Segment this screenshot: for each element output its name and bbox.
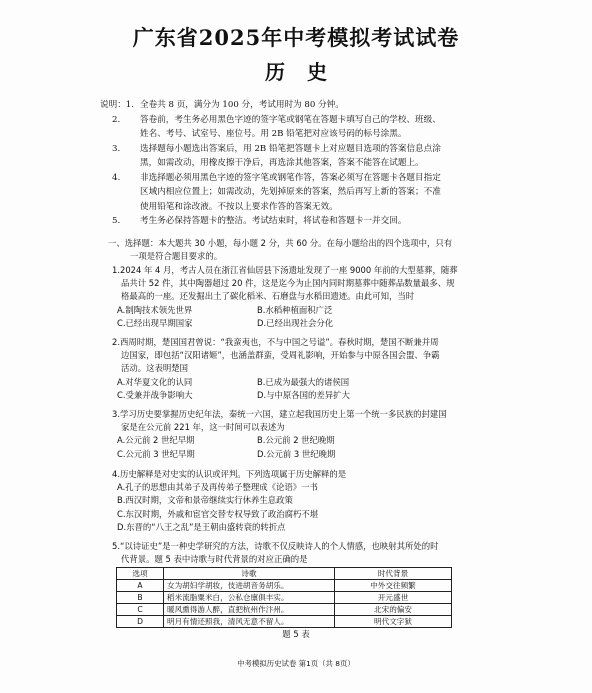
option-d: D.东晋的“八王之乱”是王朝由盛转衰的转折点 <box>117 521 286 532</box>
option-d: D.已经出现社会分化 <box>257 317 334 328</box>
question-text: 活动。这表明楚国 <box>121 363 188 374</box>
question-text: 1.2024 年 4 月，考古人员在浙江省仙居县下汤遗址发现了一座 9000 年前的大型墓葬，随葬 <box>112 265 458 275</box>
table-header: 时代背景 <box>335 568 452 580</box>
question-5 <box>112 540 488 566</box>
option-a: A.公元前 2 世纪早期 <box>117 435 195 446</box>
question-3 <box>112 408 488 461</box>
option-a: A.孔子的思想由其弟子及再传弟子整理成《论语》一书 <box>117 482 318 493</box>
table-cell: 北宋的偏安 <box>335 604 452 616</box>
table-cell: 中外交往频繁 <box>335 580 452 592</box>
question-2 <box>112 336 488 402</box>
table-cell: B <box>117 592 164 604</box>
instruction-number: 2. <box>112 114 121 125</box>
table-header: 诗歌 <box>164 568 335 580</box>
table-row <box>117 592 452 604</box>
question-text: 边国家，即包括“汉阳诸姬”，也涵盖群蛮，受周礼影响，开始参与中原各国会盟、争霸 <box>121 350 440 361</box>
table-header-row <box>117 568 452 580</box>
instruction-item <box>112 113 482 142</box>
instruction-number: 4. <box>112 172 121 183</box>
question-options <box>112 434 488 460</box>
question-5-table <box>116 567 452 628</box>
instruction-text: 考生务必保持答题卡的整洁。考试结束时，将试卷和答题卡一并交回。 <box>140 216 407 226</box>
table-header: 选项 <box>117 568 164 580</box>
instruction-text: 区域内相应位置上；如需改动，先划掉原来的答案，然后再写上新的答案；不准 <box>140 187 441 197</box>
option-c: C.已经出现早期国家 <box>117 317 193 328</box>
section-heading-line: 一、选择题：本大题共 30 小题，每小题 2 分，共 60 分。在每小题给出的四个选项中，只有 <box>108 238 453 248</box>
instruction-text: 非选择题必须用黑色字迹的签字笔或钢笔作答，答案必须写在答题卡各题目指定 <box>140 172 441 183</box>
table-cell: A <box>117 580 164 592</box>
option-a: A.制陶技术领先世界 <box>117 304 193 315</box>
instruction-number: 3. <box>112 143 121 154</box>
instruction-number: 5. <box>112 216 121 226</box>
option-c: C.受兼并战争影响大 <box>117 389 193 400</box>
option-c: C.东汉时期，外戚和宦官交替专权导致了政治腐朽不堪 <box>117 508 319 519</box>
section-heading <box>108 237 488 263</box>
table-caption: 题 5 表 <box>282 629 310 639</box>
question-text: 2.西周时期，楚国国君曾说：“我蛮夷也，不与中国之号谥”。春秋时期，楚国不断兼并周 <box>112 337 439 347</box>
option-b: B.西汉时期，文帝和景帝继续实行休养生息政策 <box>117 495 293 506</box>
instruction-text: 使用铅笔和涂改液。不按以上要求作答的答案无效。 <box>140 201 338 212</box>
page-footer: 中考模拟历史试卷 第1页（共 8页） <box>237 659 355 668</box>
section-heading-line: 一项是符合题目要求的。 <box>130 251 223 261</box>
table-cell: 女为胡妇学胡妆，伎进胡音务胡乐。 <box>164 580 335 592</box>
option-a: A.对华夏文化的认同 <box>117 376 193 387</box>
question-options <box>112 304 488 330</box>
instruction-item <box>100 98 482 113</box>
question-options <box>112 481 488 534</box>
table-cell: 明月有情还照我，清风无意不留人。 <box>164 616 335 628</box>
option-b: B.公元前 2 世纪晚期 <box>257 435 335 446</box>
instruction-text: 全卷共 8 页，满分为 100 分，考试用时为 80 分钟。 <box>140 100 344 110</box>
question-text: 家是在公元前 221 年，这一时间可以表述为 <box>121 422 285 433</box>
instruction-item <box>112 142 482 171</box>
question-text: 5.“以诗证史”是一种史学研究的方法，诗歌不仅反映诗人的个人情感，也映射其所处的时 <box>112 541 439 551</box>
instruction-item <box>112 171 482 215</box>
question-text: 格最高的一座。还发掘出土了碳化稻米、石磨盘与水稻田遗迹。由此可知，当时 <box>121 291 415 302</box>
question-text: 品共计 52 件，其中陶器超过 20 件，这是迄今为止国内同时期墓葬中随葬品数量最多、规 <box>121 278 455 289</box>
table-cell: 明代文字狱 <box>335 616 452 628</box>
question-1 <box>112 264 488 330</box>
table-cell: 开元盛世 <box>335 592 452 604</box>
question-4 <box>112 468 488 534</box>
instruction-text: 答卷前，考生务必用黑色字迹的签字笔或钢笔在答题卡填写自己的学校、班级、 <box>140 114 441 125</box>
table-cell: 暖风熏得游人醉，直把杭州作汴州。 <box>164 604 335 616</box>
table-cell: C <box>117 604 164 616</box>
option-b: B.已成为最强大的诸侯国 <box>257 376 350 387</box>
table-cell: D <box>117 616 164 628</box>
instruction-item <box>112 214 482 229</box>
option-d: D.公元前 3 世纪晚期 <box>257 448 336 459</box>
exam-title: 广东省2025年中考模拟考试试卷 <box>132 25 460 50</box>
table-cell: 稻米流脂粟米白，公私仓廪俱丰实。 <box>164 592 335 604</box>
question-text: 代背景。题 5 表中诗歌与时代背景的对应正确的是 <box>121 554 308 565</box>
subject-title: 历史 <box>265 60 349 84</box>
instruction-text: 选择题每小题选出答案后，用 2B 铅笔把答题卡上对应题目选项的答案信息点涂 <box>140 143 441 154</box>
instruction-number: 说明：1. <box>100 100 134 110</box>
table-row <box>117 616 452 628</box>
question-text: 3.学习历史要掌握历史纪年法，秦统一六国，建立起我国历史上第一个统一多民族的封建国 <box>112 409 447 419</box>
option-d: D.与中原各国的差异扩大 <box>257 389 350 400</box>
table-row <box>117 580 452 592</box>
question-text: 4.历史解释是对史实的认识或评判。下列选项属于历史解释的是 <box>112 469 347 479</box>
instructions <box>100 98 482 229</box>
question-options <box>112 376 488 402</box>
table-row <box>117 604 452 616</box>
instruction-text: 黑，如需改动，用橡皮擦干净后，再选涂其他答案，答案不能答在试题上。 <box>140 158 424 168</box>
option-b: B.水稻种植面积广泛 <box>257 304 333 315</box>
option-c: C.公元前 3 世纪早期 <box>117 448 195 459</box>
instruction-text: 姓名、考号、试室号、座位号。用 2B 铅笔把对应该号码的标号涂黑。 <box>140 129 407 139</box>
